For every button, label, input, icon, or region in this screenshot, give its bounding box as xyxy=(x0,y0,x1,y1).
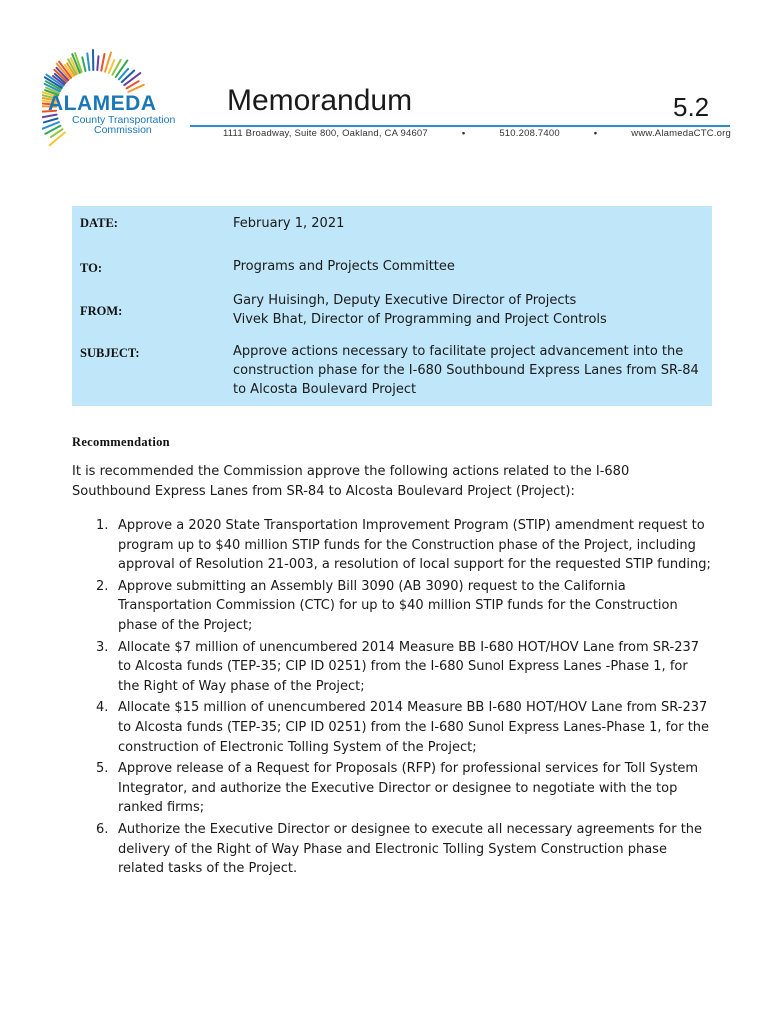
list-item-number: 5. xyxy=(96,761,109,777)
list-item-text: Approve a 2020 State Transportation Improvement Program (STIP) amendment request to program up to $40 million STIP funds for the Construction phase of the Project, including approval of Resolution 21-003, a resolution of local support for the requested STIP funding; xyxy=(118,518,711,573)
list-item xyxy=(72,516,712,575)
logo-ray xyxy=(87,53,89,70)
list-item-text: Allocate $15 million of unencumbered 2014 Measure BB I-680 HOT/HOV Lane from SR-237 to Alcosta funds (TEP-35; CIP ID 0251) from the I-680 Sunol Express Lanes-Phase 1, for the construction of Electronic Tolling System of the Project; xyxy=(118,700,710,755)
street-address: 1111 Broadway, Suite 800, Oakland, CA 94607 xyxy=(223,128,428,139)
memo-title: Memorandum xyxy=(227,84,413,117)
to-label: TO: xyxy=(80,261,102,275)
header-divider xyxy=(190,125,730,127)
list-item-number: 6. xyxy=(96,821,109,837)
recommendation-heading: Recommendation xyxy=(72,435,170,449)
list-item-text: Approve submitting an Assembly Bill 3090 (AB 3090) request to the California Transportation Commission (CTC) for up to $40 million STIP funds for the Construction phase of the Project; xyxy=(118,578,678,633)
separator-dot: • xyxy=(593,128,598,139)
list-item-text: Authorize the Executive Director or designee to execute all necessary agreements for the delivery of the Right of Way Phase and Electronic Tolling System Construction phase related tasks of the Project. xyxy=(118,821,703,877)
memo-info-box xyxy=(72,206,712,406)
logo-subtitle-line2: Commission xyxy=(94,124,152,136)
logo-ray xyxy=(116,61,128,77)
contact-line xyxy=(223,128,731,139)
separator-dot: • xyxy=(461,128,466,139)
list-item xyxy=(72,759,712,818)
logo-ray xyxy=(50,132,65,145)
to-value: Programs and Projects Committee xyxy=(233,259,455,274)
list-item xyxy=(72,698,712,757)
date-value: February 1, 2021 xyxy=(233,216,345,231)
list-item xyxy=(72,638,712,697)
list-item-text: Allocate $7 million of unencumbered 2014 Measure BB I-680 HOT/HOV Lane from SR-237 to Alcosta funds (TEP-35; CIP ID 0251) from the I-680 Sunol Express Lanes -Phase 1, for the Right of Way phase of the Project; xyxy=(118,639,700,694)
phone-number: 510.208.7400 xyxy=(499,128,560,139)
from-line-2: Vivek Bhat, Director of Programming and Project Controls xyxy=(233,312,607,327)
logo-ray xyxy=(82,57,85,71)
list-item-text: Approve release of a Request for Proposals (RFP) for professional services for Toll System Integrator, and authorize the Executive Director or designee to negotiate with the top ranked firms; xyxy=(118,761,699,816)
recommendation-intro: It is recommended the Commission approve the following actions related to the I-680 Southbound Express Lanes from SR-84 to Alcosta Boulevard Project (Project): xyxy=(72,464,630,499)
from-value xyxy=(233,291,708,329)
from-line-1: Gary Huisingh, Deputy Executive Director of Projects xyxy=(233,293,577,308)
logo-subtitle-line1: County Transportation xyxy=(72,114,176,126)
subject-value: Approve actions necessary to facilitate project advancement into the construction phase for the I-680 Southbound Express Lanes from SR-84 to Alcosta Boulevard Project xyxy=(233,344,699,397)
list-item-number: 2. xyxy=(96,578,109,594)
list-item xyxy=(72,577,712,636)
list-item-number: 3. xyxy=(96,639,109,655)
logo-ray xyxy=(97,56,98,70)
logo-ray xyxy=(44,119,58,123)
logo-ray xyxy=(122,71,134,83)
logo-ray xyxy=(124,73,140,85)
subject-label: SUBJECT: xyxy=(80,346,140,360)
logo-subtitle xyxy=(72,115,192,135)
agenda-item-number: 5.2 xyxy=(673,92,710,122)
date-label: DATE: xyxy=(80,216,118,230)
from-label: FROM: xyxy=(80,304,123,318)
list-item-number: 1. xyxy=(96,518,109,533)
action-list xyxy=(72,516,712,881)
list-item-number: 4. xyxy=(96,700,109,716)
logo-wordmark: ALAMEDA xyxy=(48,92,157,115)
website-link[interactable]: www.AlamedaCTC.org xyxy=(631,128,731,139)
logo-ray xyxy=(101,54,104,71)
list-item xyxy=(72,820,712,879)
